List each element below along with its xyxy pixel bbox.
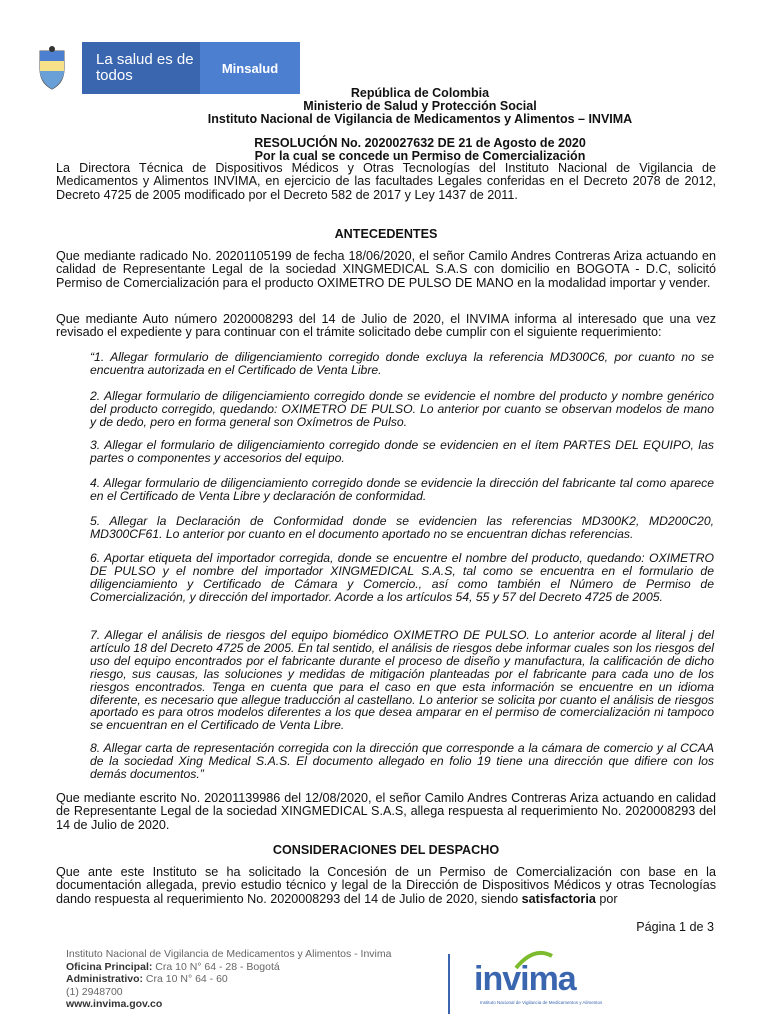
footer-institute: Instituto Nacional de Vigilancia de Medicamentos y Alimentos - Invima [66,948,392,960]
brand-slogan-text: La salud es de todos [96,51,194,84]
antecedentes-paragraph-1: Que mediante radicado No. 20201105199 de fecha 18/06/2020, el señor Camilo Andres Contreras Ariza actuando en calidad de Representante Legal de la sociedad XINGMEDICAL S.A.S con domicilio en BOGOTA - D.C, solicitó Permiso de Comercialización para el producto OXIMETRO DE PULSO DE MANO en la modalidad importar y vender. [56,249,716,290]
footer-admin-label: Administrativo: [66,973,144,985]
requirement-item-4: 4. Allegar formulario de diligenciamiento corregido donde se evidencie la dirección del fabricante tal como aparece en el Certificado de Venta Libre y declaración de conformidad. [90,476,714,503]
institute-line: Instituto Nacional de Vigilancia de Medicamentos y Alimentos – INVIMA [207,112,633,126]
page-number: Página 1 de 3 [636,920,714,934]
requirement-item-8: 8. Allegar carta de representación corregida con la dirección que corresponde a la cámara de comercio y al CCAA de la sociedad Xing Medical S.A.S. El documento allegado en folio 19 tiene una dirección que difiere con los demás documentos.” [90,741,714,781]
requirement-item-5: 5. Allegar la Declaración de Conformidad donde se evidencien las referencias MD300K2, MD200C20, MD300CF61. Lo anterior por cuanto en el documento aportado no se encuentran dichas referencias. [90,514,714,541]
footer-admin-office [66,973,391,986]
footer-main-office [66,961,391,974]
consideraciones-text-start: Que ante este Instituto se ha solicitado la Concesión de un Permiso de Comercialización con base en la documentación allegada, previo estudio técnico y legal de la Dirección de Dispositivos Médicos y otras Tecnologías dando respuesta al requerimiento No. 2020008293 del 14 de Julio de 2020, siendo [56,865,716,906]
resolution-heading [110,137,730,163]
invima-logo [474,950,624,1010]
footer-main-value: Cra 10 N° 64 - 28 - Bogotá [152,960,280,973]
intro-paragraph: La Directora Técnica de Dispositivos Médicos y Otras Tecnologías del Instituto Nacional de Vigilancia de Medicamentos y Alimentos INVIMA, en ejercicio de las facultades Legales conferidas en el Decreto 2078 de 2012, Decreto 4725 de 2005 modificado por el Decreto 582 de 2017 y Ley 1437 de 2011. [56,161,716,202]
resolution-title: RESOLUCIÓN No. 2020027632 DE 21 de Agosto de 2020 [254,136,586,150]
antecedentes-heading: ANTECEDENTES [334,227,438,241]
country-line: República de Colombia [350,86,490,100]
antecedentes-paragraph-2: Que mediante Auto número 2020008293 del 14 de Julio de 2020, el INVIMA informa al interesado que una vez revisado el expediente y para continuar con el trámite solicitado debe cumplir con el siguiente requerimiento: [56,312,716,340]
footer-admin-value: Cra 10 N° 64 - 60 [143,973,228,985]
consideraciones-text-end: por [595,891,618,906]
colombia-crest-icon [22,42,82,94]
ministry-line: Ministerio de Salud y Protección Social [303,99,537,113]
footer-website-link[interactable]: www.invima.gov.co [66,998,163,1010]
document-header [110,87,730,126]
footer-divider [448,954,450,1014]
page-footer [0,938,768,1024]
consideraciones-paragraph [56,866,716,906]
resolution-subtitle: Por la cual se concede un Permiso de Comercialización [254,149,586,163]
requirement-item-2: 2. Allegar formulario de diligenciamiento corregido donde se evidencie el nombre del producto y nombre genérico del producto corregido, quedando: OXIMETRO DE PULSO. Lo anterior por cuanto se observan modelos de mano y de dedo, pero en forma general son Oxímetros de Pulso. [90,389,714,429]
footer-contact [66,948,391,1011]
invima-logo-word: invima [474,960,576,998]
consideraciones-heading: CONSIDERACIONES DEL DESPACHO [272,843,500,857]
requirement-item-7: 7. Allegar el análisis de riesgos del equipo biomédico OXIMETRO DE PULSO. Lo anterior acorde al literal j del artículo 18 del Decreto 4725 de 2005. En tal sentido, el análisis de riesgos debe informar cuales son los riesgos del uso del equipo encontrados por el fabricante durante el proceso de diseño y manufactura, la calificación de dicho riesgo, sus causas, las soluciones y medidas de mitigación planteadas por el fabricante para cada uno de los riesgos encontrados. Tenga en cuenta que para el caso en que esta información se encuentre en un idioma diferente, es necesario que allegue traducción al castellano. Lo anterior se solicita por cuanto el análisis de riesgos aportado es para otros modelos diferentes a los que desea amparar en el permiso de comercialización ni tampoco se encuentran en el Certificado de Venta Libre. [90,628,714,733]
footer-phone: (1) 2948700 [66,985,123,998]
requirement-item-3: 3. Allegar el formulario de diligenciamiento corregido donde se evidencien en el ítem PARTES DEL EQUIPO, las partes o componentes y accesorios del equipo. [90,438,714,465]
minsalud-label: Minsalud [200,42,300,94]
requirement-item-1: “1. Allegar formulario de diligenciamiento corregido donde excluya la referencia MD300C6, por cuanto no se encuentra autorizada en el Certificado de Venta Libre. [90,350,714,377]
antecedentes-paragraph-3: Que mediante escrito No. 20201139986 del 12/08/2020, el señor Camilo Andres Contreras Ariza actuando en calidad de Representante Legal de la sociedad XINGMEDICAL S.A.S, allega respuesta al requerimiento No. 2020008293 del 14 de Julio de 2020. [56,791,716,832]
invima-logo-subtitle: Instituto Nacional de Vigilancia de Medicamentos y Alimentos [480,1000,603,1005]
requirement-item-6: 6. Aportar etiqueta del importador corregida, donde se encuentre el nombre del producto, quedando: OXIMETRO DE PULSO y el nombre del importador XINGMEDICAL S.A.S, tal como se encuentra en el formulario de diligenciamiento y Certificado de Cámara y Comercio., así como también el Número de Permiso de Comercialización, y dirección del importador. Acorde a los artículos 54, 55 y 57 del Decreto 4725 de 2005. [90,551,714,604]
footer-main-label: Oficina Principal: [66,960,153,973]
consideraciones-text-bold: satisfactoria [521,891,596,906]
